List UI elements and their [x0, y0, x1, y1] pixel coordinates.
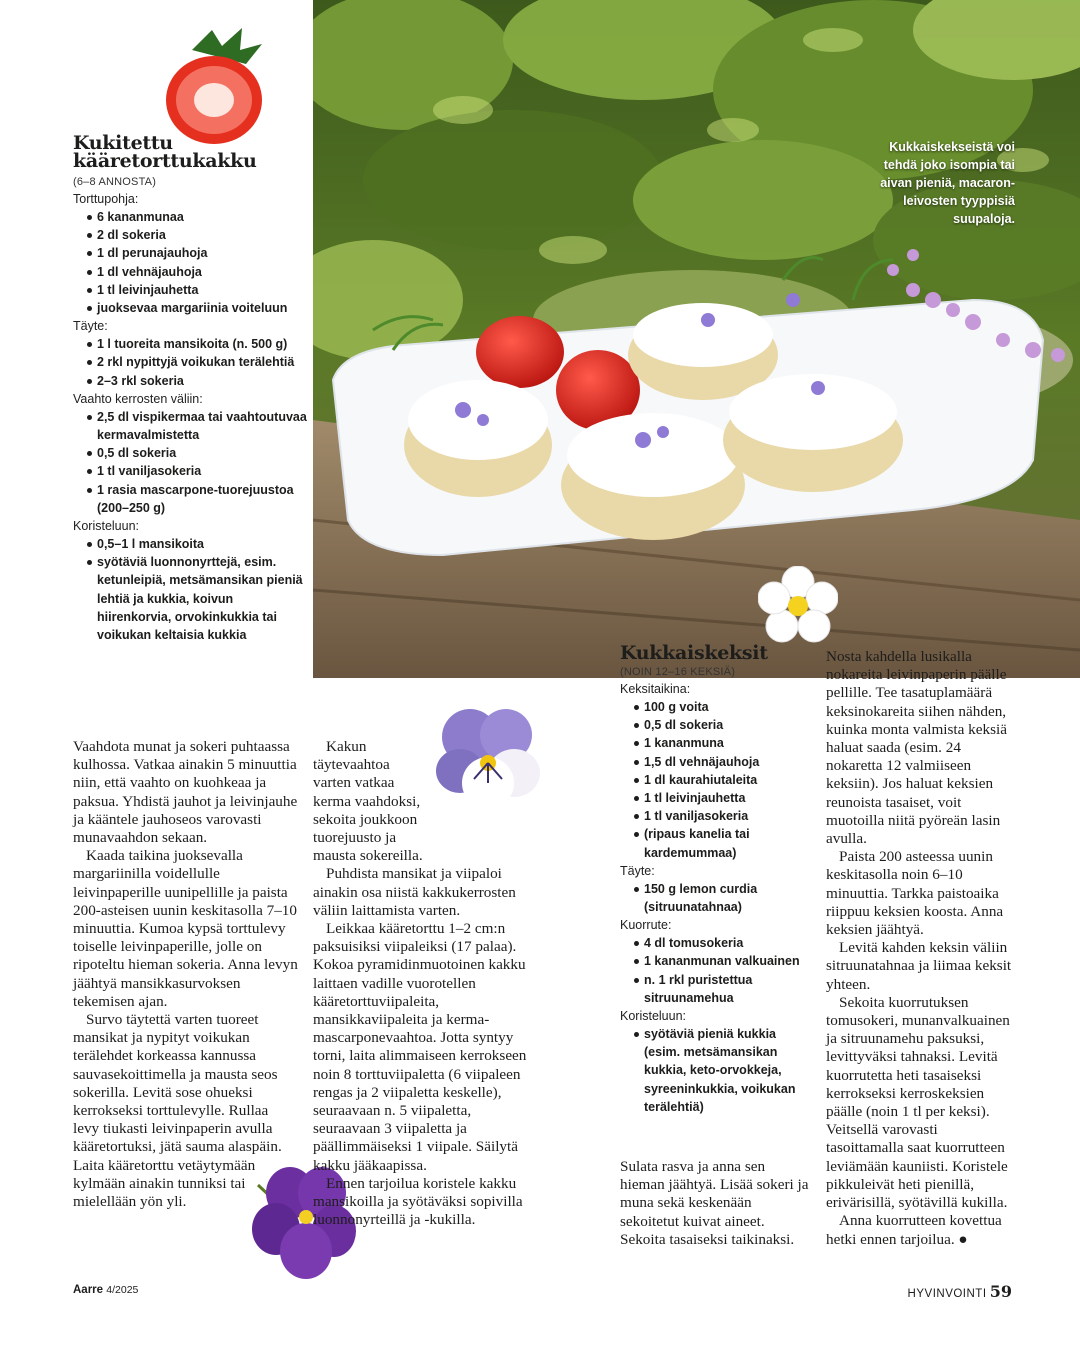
ingredient-item: syötäviä luonnonyrttejä, esim. ketunleipiä, metsämansikan pieniä lehtiä ja kukkia, koivun hiirenkorvia, orvokinkukkia tai voikukan keltaisia kukkia	[87, 553, 309, 644]
ingredient-list	[620, 880, 810, 916]
ingredient-section-heading: Torttupohja:	[73, 192, 139, 206]
instruction-paragraph: Kakun täytevaahtoa varten vatkaa kerma vaahdoksi, sekoita joukkoon tuorejuusto ja mausta sokereilla.	[313, 738, 423, 865]
recipe1-ingredients	[73, 190, 309, 644]
instruction-paragraph: Paista 200 asteessa uunin keskitasolla noin 6–10 minuuttia. Tarkka paistoaika riippuu keksien koosta. Anna keksien jäähtyä.	[826, 848, 1004, 939]
ingredient-item: 0,5 dl sokeria	[634, 716, 810, 734]
ingredient-item: juoksevaa margariinia voiteluun	[87, 299, 309, 317]
footer-left	[73, 1284, 138, 1296]
ingredient-section-heading: Täyte:	[620, 863, 655, 878]
ingredient-item: n. 1 rkl puristettua sitruunamehua	[634, 971, 810, 1007]
issue-number: 4/2025	[106, 1284, 139, 1296]
hero-photo	[313, 0, 1080, 678]
ingredient-list	[620, 1025, 810, 1116]
ingredient-item: 1 kananmunan valkuainen	[634, 952, 810, 970]
ingredient-item: 2,5 dl vispikermaa tai vaahtoutuvaa kermavalmistetta	[87, 408, 309, 444]
ingredient-item: 150 g lemon curdia (sitruunatahnaa)	[634, 880, 810, 916]
ingredient-item: 6 kananmunaa	[87, 208, 309, 226]
ingredient-item: 1 dl vehnäjauhoja	[87, 263, 309, 281]
page-number: 59	[989, 1282, 1012, 1301]
photo-caption: Kukkaiskekseistä voi tehdä joko isompia tai aivan pieniä, macaron-leivosten tyyppisiä suupaloja.	[880, 140, 1015, 226]
ingredient-list	[73, 335, 309, 390]
recipe1-title: Kukitettu kääretorttukakku	[73, 132, 257, 172]
ingredient-item: 1 rasia mascarpone-tuorejuustoa (200–250 g)	[87, 481, 309, 517]
ingredient-section-heading: Koristeluun:	[73, 519, 140, 534]
recipe1-panel	[73, 134, 309, 644]
ingredient-section-heading: Täyte:	[73, 319, 108, 334]
instruction-paragraph: Sulata rasva ja anna sen hieman jäähtyä. Lisää sokeri ja muna sekä keskenään sekoitetut kuivat aineet. Sekoita tasaiseksi taikinaksi.	[620, 1158, 809, 1248]
recipe2-title: Kukkaiskeksit	[620, 642, 768, 664]
cookies-photo-illustration	[313, 0, 1080, 678]
ingredient-item: 1,5 dl vehnäjauhoja	[634, 753, 810, 771]
ingredient-item: 1 tl leivinjauhetta	[87, 281, 309, 299]
ingredient-item: 1 dl kaurahiutaleita	[634, 771, 810, 789]
recipe2-ingredients	[620, 680, 810, 1116]
section-name: HYVINVOINTI	[907, 1288, 987, 1300]
strawberry-blossom-icon	[758, 566, 838, 646]
ingredient-item: 1 tl vaniljasokeria	[87, 462, 309, 480]
ingredient-section-heading: Keksitaikina:	[620, 682, 691, 696]
recipe1-instructions-col1	[73, 738, 298, 1211]
ingredient-item: 1 tl leivinjauhetta	[634, 789, 810, 807]
ingredient-list	[73, 535, 309, 644]
recipe2-panel	[620, 644, 810, 1116]
ingredient-item: 0,5–1 l mansikoita	[87, 535, 309, 553]
instruction-paragraph: Puhdista mansikat ja viipaloi ainakin osa niistä kakkukerrosten väliin laittamista varten.	[313, 865, 516, 919]
instruction-paragraph: Kaada taikina juoksevalla margariinilla voidellulle leivinpaperille uunipellille ja paista 200-asteisen uunin keskitasolla 7–10 minuuttia. Kumoa kypsä torttulevy toiselle leivinpaperille, jolle on ripoteltu hieman sokeria. Anna levyn jäähtyä mansikkasurvoksen tekemisen ajan.	[73, 847, 298, 1010]
recipe2-instructions-col4	[826, 648, 1012, 1249]
instruction-paragraph: Levitä kahden keksin väliin sitruunatahnaa ja liimaa keksit yhteen.	[826, 939, 1012, 993]
ingredient-list	[73, 208, 309, 317]
ingredient-item: 1 l tuoreita mansikoita (n. 500 g)	[87, 335, 309, 353]
recipe1-instructions-col2	[313, 738, 533, 1229]
ingredient-item: 2 dl sokeria	[87, 226, 309, 244]
ingredient-list	[73, 408, 309, 517]
magazine-name: Aarre	[73, 1284, 104, 1296]
ingredient-section-heading: Vaahto kerrosten väliin:	[73, 391, 203, 406]
recipe2-servings: (NOIN 12–16 KEKSIÄ)	[620, 666, 736, 678]
ingredient-item: syötäviä pieniä kukkia (esim. metsämansikan kukkia, keto-orvokkeja, syreeninkukkia, voikukan terälehtiä)	[634, 1025, 810, 1116]
instruction-paragraph: Nosta kahdella lusikalla nokareita leivinpaperin päälle pellille. Tee tasatuplamäärä keksinokareita siihen nähden, kuinka monta valmista keksiä haluat saada (esim. 24 nokaretta 12 valmiiseen keksiin). Jos haluat keksien reunoista tasaiset, voit muotoilla niitä pyöreän lasin avulla.	[826, 648, 1007, 848]
strawberry-icon	[162, 20, 272, 146]
ingredient-list	[620, 698, 810, 862]
ingredient-section-heading: Koristeluun:	[620, 1009, 687, 1024]
ingredient-list	[620, 934, 810, 1007]
ingredient-item: 4 dl tomusokeria	[634, 934, 810, 952]
ingredient-item: 2 rkl nypittyjä voikukan terälehtiä	[87, 353, 309, 371]
recipe2-instructions-col3	[620, 1158, 810, 1249]
recipe1-servings: (6–8 ANNOSTA)	[73, 176, 157, 188]
ingredient-item: 0,5 dl sokeria	[87, 444, 309, 462]
instruction-paragraph: Anna kuorrutteen kovettua hetki ennen tarjoilua. ●	[826, 1212, 1002, 1248]
footer-right	[908, 1282, 1012, 1301]
ingredient-item: 1 dl perunajauhoja	[87, 244, 309, 262]
instruction-paragraph: Survo täytettä varten tuoreet mansikat ja nypityt voikukan terälehdet korkeassa kannussa sauvasekoittimella ja mausta seos sokerilla. Levitä sose ohueksi kerrokseksi torttulevylle. Rullaa levy tiukasti leivinpaperin avulla kääretortuksi, jätä sauma alaspäin. Laita kääretorttu vetäytymään kylmään ainakin tunniksi tai mielellään yön yli.	[73, 1011, 282, 1211]
ingredient-item: 1 kananmuna	[634, 734, 810, 752]
ingredient-item: 100 g voita	[634, 698, 810, 716]
ingredient-section-heading: Kuorrute:	[620, 918, 672, 933]
instruction-paragraph: Leikkaa kääretorttu 1–2 cm:n paksuisiksi viipaleiksi (17 palaa). Kokoa pyramidinmuotoinen kakku laittaen vadille vuorotellen kääretorttuviipaleita, mansikkaviipaleita ja kerma-mascarponevaahtoa. Jotta syntyy torni, laita alimmaiseen kerrokseen noin 8 torttuviipaletta (6 viipaleen rengas ja 2 viipaletta keskelle), seuraavaan n. 5 viipaletta, seuraavaan 3 viipaletta ja päällimmäiseksi 1 viipale. Säilytä kakku jääkaapissa.	[313, 920, 527, 1174]
instruction-paragraph: Vaahdota munat ja sokeri puhtaassa kulhossa. Vatkaa ainakin 5 minuuttia niin, että vaahto on kuohkeaa ja paksua. Yhdistä jauhot ja leivinjauhe ja kääntele jauhoseos varovasti munavaahdon sekaan.	[73, 738, 298, 847]
instruction-paragraph: Sekoita kuorrutuksen tomusokeri, munanvalkuainen ja sitruunamehu paksuksi, levittyväksi tahnaksi. Levitä kuorrutetta heti tasaiseksi kerrokseksi kerroskeksien päälle (noin 1 tl per keksi). Veitsellä varovasti tasoittamalla saat kuorrutteen leviämään kauniisti. Koristele pikkuleivät heti pienillä, erivärisillä, syötävillä kukilla.	[826, 993, 1010, 1212]
instruction-paragraph: Ennen tarjoilua koristele kakku mansikoilla ja syötäväksi sopivilla luonnonyrteillä ja -kukilla.	[313, 1174, 523, 1229]
ingredient-item: (ripaus kanelia tai kardemummaa)	[634, 825, 810, 861]
ingredient-item: 1 tl vaniljasokeria	[634, 807, 810, 825]
ingredient-item: 2–3 rkl sokeria	[87, 372, 309, 390]
